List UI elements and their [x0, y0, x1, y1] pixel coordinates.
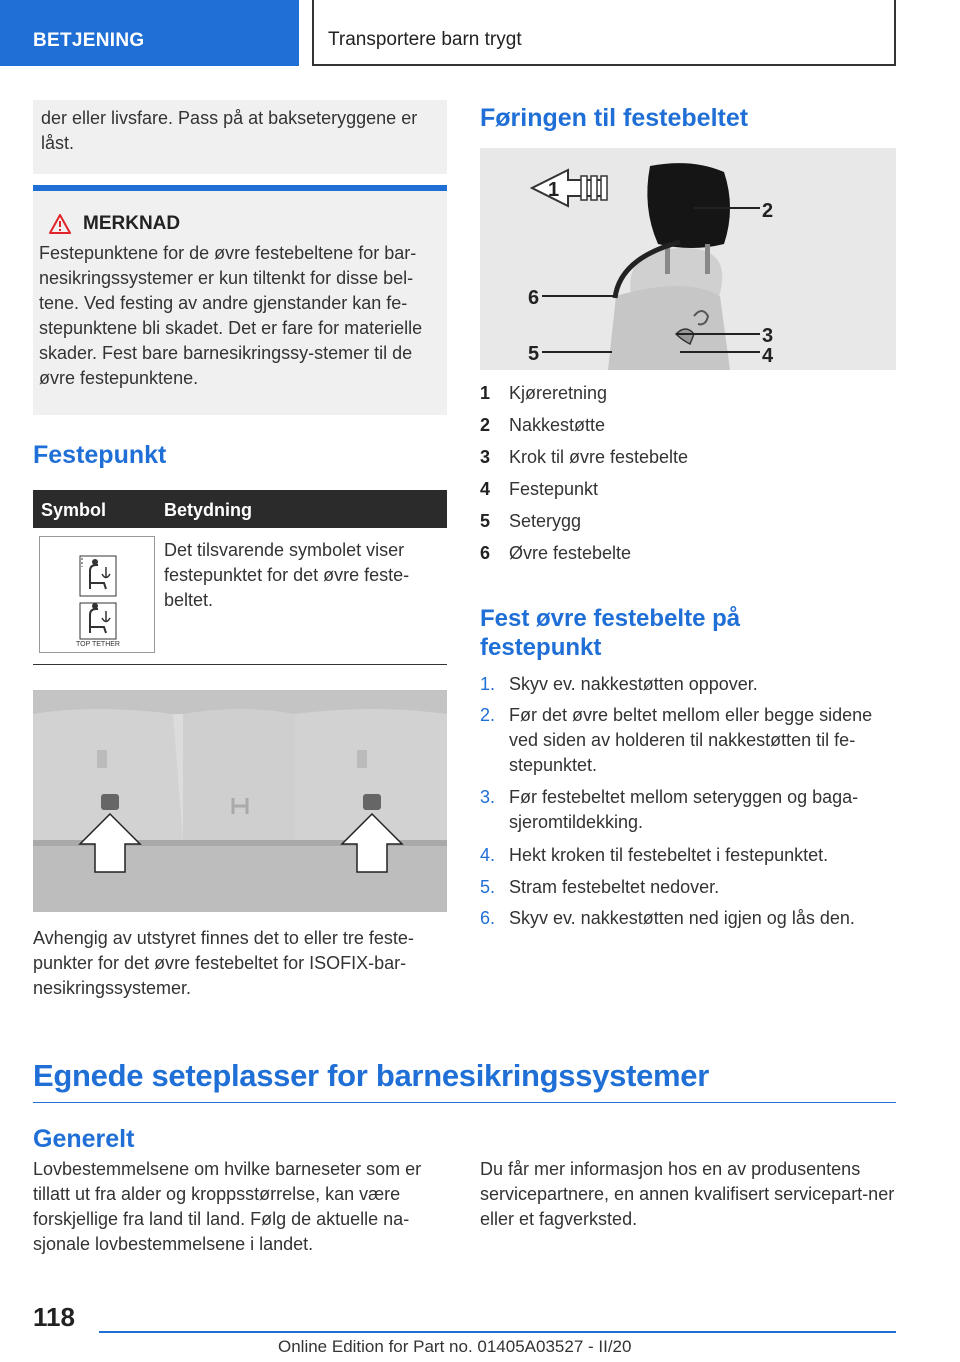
step-item [480, 906, 896, 931]
legend-num: 2 [480, 415, 491, 435]
fig-label-5: 5 [528, 343, 540, 365]
fig-label-6: 6 [528, 287, 540, 309]
symbol-meaning: Det tilsvarende symbolet viser festepunktet for det øvre feste-beltet. [164, 540, 410, 610]
anchor-points-illustration [33, 690, 447, 912]
warning-icon [49, 214, 71, 234]
top-tether-symbol [39, 536, 155, 653]
foringen-heading: Føringen til festebeltet [480, 104, 749, 132]
legend-item [480, 543, 631, 564]
note-header [39, 213, 439, 235]
step-num: 1. [480, 674, 496, 694]
intro-text: der eller livsfare. Pass på at bakseteryggene er låst. [41, 108, 418, 153]
anchor-points-figure [33, 690, 447, 912]
festepunkt-heading: Festepunkt [33, 441, 167, 469]
legend-label: Festepunkt [509, 479, 599, 499]
anchor-points-paragraph: Avhengig av utstyret finnes det to eller tre feste-punkter for det øvre festebeltet for ISOFIX-bar-nesikringssystemer. [33, 928, 414, 998]
generelt-heading: Generelt [33, 1125, 135, 1153]
legend-label: Kjøreretning [509, 383, 608, 403]
top-tether-caption: TOP TETHER [76, 641, 120, 648]
egnede-title: Egnede seteplasser for barnesikringssystemer [33, 1058, 896, 1103]
legend-num: 6 [480, 543, 491, 563]
fest-heading-line1: Fest øvre festebelte på [480, 605, 741, 632]
col-meaning-header: Betydning [164, 500, 252, 520]
header-title-box [312, 0, 896, 66]
fest-heading [480, 604, 740, 662]
step-text: Hekt kroken til festebeltet i festepunktet. [509, 845, 829, 865]
generelt-right-text: Du får mer informasjon hos en av produsentens servicepartnere, en annen kvalifisert servicepart-ner eller et fagverksted. [480, 1159, 895, 1229]
intro-box [33, 100, 447, 174]
headrest-illustration [480, 148, 896, 370]
fig-label-3: 3 [762, 325, 774, 347]
note-box [33, 191, 447, 415]
legend-label: Nakkestøtte [509, 415, 606, 435]
belt-routing-figure [480, 148, 896, 370]
step-num: 2. [480, 705, 496, 725]
legend-num: 4 [480, 479, 491, 499]
footer-rule [99, 1331, 896, 1333]
note-text: Festepunktene for de øvre festebeltene for bar-nesikringssystemer er kun tiltenkt for disse bel-tene. Ved festing av andre gjenstander kan fe-stepunktene bli skadet. Det er fare for materielle skader. Fest bare barnesikringssy-stemer til de øvre festepunktene. [39, 243, 423, 388]
legend-item [480, 447, 688, 468]
legend-num: 3 [480, 447, 491, 467]
step-text: Stram festebeltet nedover. [509, 877, 720, 897]
legend-label: Seterygg [509, 511, 582, 531]
legend-item [480, 383, 607, 404]
step-item [480, 672, 896, 697]
note-title: MERKNAD [83, 213, 181, 234]
legend-num: 1 [480, 383, 491, 403]
legend-item [480, 511, 581, 532]
col-symbol-header: Symbol [41, 500, 107, 520]
step-text: Før det øvre beltet mellom eller begge sidene ved siden av holderen til nakkestøtten til fe-stepunktet. [509, 705, 873, 775]
fest-heading-line2: festepunkt [480, 634, 602, 661]
legend-num: 5 [480, 511, 491, 531]
legend-label: Øvre festebelte [509, 543, 632, 563]
footer-edition: Online Edition for Part no. 01405A03527 - II/20 [278, 1337, 632, 1356]
fig-label-1: 1 [548, 179, 560, 201]
step-num: 4. [480, 845, 496, 865]
step-num: 3. [480, 787, 496, 807]
legend-item [480, 479, 598, 500]
symbol-table-row [33, 528, 447, 665]
step-text: Skyv ev. nakkestøtten ned igjen og lås den. [509, 908, 855, 928]
step-num: 6. [480, 908, 496, 928]
step-num: 5. [480, 877, 496, 897]
legend-label: Krok til øvre festebelte [509, 447, 689, 467]
step-item [480, 703, 896, 778]
symbol-table-header [33, 490, 447, 528]
page-number: 118 [33, 1302, 75, 1332]
generelt-left-text: Lovbestemmelsene om hvilke barneseter som er tillatt ut fra alder og kroppsstørrelse, kan være forskjellige fra land til land. Følg de aktuelle na-sjonale lovbestemmelsene i landet. [33, 1159, 422, 1254]
header-section-tab [0, 0, 299, 66]
fig-label-2: 2 [762, 200, 774, 222]
step-text: Før festebeltet mellom seteryggen og baga-sjeromtildekking. [509, 787, 859, 832]
legend-item [480, 415, 605, 436]
step-item [480, 843, 896, 868]
header-title: Transportere barn trygt [328, 29, 522, 50]
fig-label-4: 4 [762, 345, 774, 367]
step-text: Skyv ev. nakkestøtten oppover. [509, 674, 758, 694]
header-section: BETJENING [33, 30, 145, 51]
child-seat-anchor-icon [40, 537, 156, 654]
step-item [480, 875, 896, 900]
step-item [480, 785, 896, 835]
